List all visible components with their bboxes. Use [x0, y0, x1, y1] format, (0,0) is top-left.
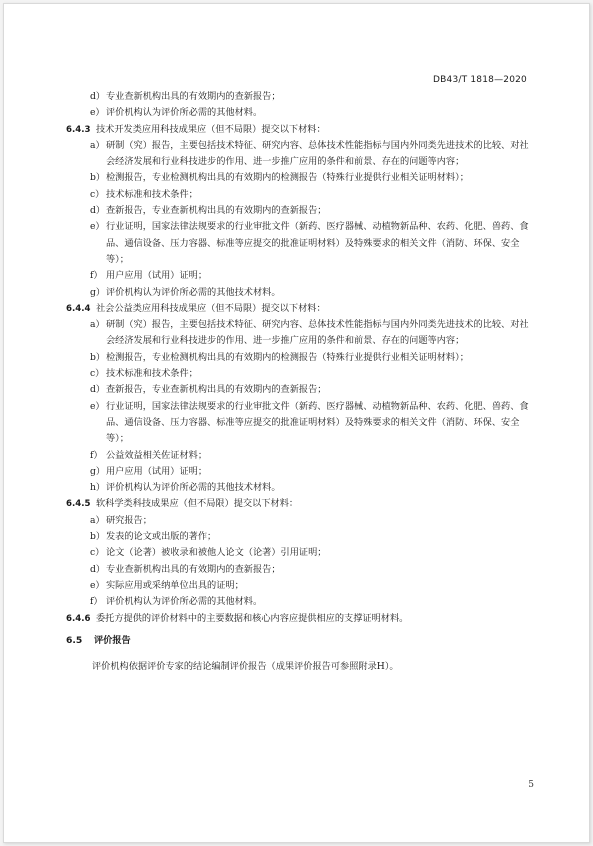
list-item — [4, 105, 589, 121]
list-item-marker: a） — [90, 514, 105, 526]
list-item — [4, 138, 589, 171]
list-item-text: 评价机构认为评价所必需的其他材料。 — [106, 107, 263, 119]
list-item-text: 检测报告，专业检测机构出具的有效期内的检测报告（特殊行业提供行业相关证明材料）； — [106, 351, 469, 363]
list-item — [4, 317, 589, 350]
list-item — [4, 350, 589, 366]
list-item-marker: e） — [90, 221, 105, 233]
list-item-marker: b） — [90, 351, 106, 363]
list-item — [4, 187, 589, 203]
list-item-marker: c） — [90, 547, 105, 559]
paragraph: 评价机构依据评价专家的结论编制评价报告（成果评价报告可参照附录H）。 — [92, 660, 399, 672]
list-item-text: 公益效益相关佐证材料； — [106, 449, 208, 461]
list-item — [4, 170, 589, 186]
clause — [4, 611, 589, 627]
list-item-text: 研究报告； — [106, 514, 152, 526]
clause-number: 6.4.5 — [66, 499, 91, 510]
list-item — [4, 545, 589, 561]
list-item-text: 行业证明，国家法律法规要求的行业审批文件（新药、医疗器械、动植物新品种、农药、化肥、兽药、食品、通信设备、压力容器、标准等应提交的批准证明材料）及特殊要求的相关文件（消防、环保、安全等）； — [106, 400, 529, 445]
list-item-marker: e） — [90, 400, 105, 412]
clause-text: 技术开发类应用科技成果应（但不局限）提交以下材料： — [96, 123, 326, 135]
clause — [4, 122, 589, 138]
list-item-text: 专业查新机构出具的有效期内的查新报告； — [106, 91, 281, 102]
list-item-marker: e） — [90, 107, 105, 119]
section-heading — [4, 633, 589, 649]
list-item — [4, 562, 589, 578]
list-item-text: 行业证明，国家法律法规要求的行业审批文件（新药、医疗器械、动植物新品种、农药、化肥、兽药、食品、通信设备、压力容器、标准等应提交的批准证明材料）及特殊要求的相关文件（消防、环保、安全等）； — [106, 221, 529, 265]
list-item-text: 评价机构认为评价所必需的其他技术材料。 — [106, 286, 281, 298]
clause-text: 社会公益类应用科技成果应（但不局限）提交以下材料： — [96, 302, 326, 314]
list-item-text: 评价机构认为评价所必需的其他材料。 — [106, 596, 263, 608]
document-page — [3, 3, 590, 843]
list-item-marker: h） — [90, 482, 106, 494]
clause-number: 6.4.3 — [66, 124, 91, 135]
document-body — [4, 89, 589, 675]
document-code: DB43/T 1818—2020 — [433, 75, 527, 85]
list-item — [4, 382, 589, 398]
list-item — [4, 529, 589, 545]
list-item-text: 用户应用（试用）证明； — [106, 465, 208, 477]
list-item — [4, 89, 589, 105]
list-item-marker: g） — [90, 286, 106, 298]
list-item — [4, 513, 589, 529]
list-item — [4, 219, 589, 268]
list-item-marker: f） — [90, 449, 103, 461]
list-item-marker: e） — [90, 579, 105, 591]
list-item — [4, 448, 589, 464]
list-item-marker: c） — [90, 188, 105, 200]
section-number: 6.5 — [66, 634, 83, 646]
list-item-text: 研制（究）报告，主要包括技术特征、研究内容、总体技术性能指标与国内外同类先进技术的比较、对社会经济发展和行业科技进步的作用、进一步推广应用的条件和前景、存在的问题等内容； — [106, 319, 529, 347]
list-item-text: 研制（究）报告，主要包括技术特征、研究内容、总体技术性能指标与国内外同类先进技术的比较、对社会经济发展和行业科技进步的作用、进一步推广应用的条件和前景、存在的问题等内容； — [106, 139, 529, 168]
list-item-marker: c） — [90, 368, 105, 380]
list-item-marker: d） — [90, 384, 106, 396]
list-item — [4, 464, 589, 480]
list-item-text: 评价机构认为评价所必需的其他技术材料。 — [106, 482, 281, 494]
list-item-text: 专业查新机构出具的有效期内的查新报告； — [106, 563, 281, 575]
list-item-text: 查新报告，专业查新机构出具的有效期内的查新报告； — [106, 384, 327, 396]
list-item — [4, 594, 589, 610]
list-item-marker: d） — [90, 205, 106, 217]
clause — [4, 301, 589, 317]
section-title: 评价报告 — [94, 634, 131, 646]
list-item-marker: d） — [90, 91, 106, 102]
list-item-text: 实际应用或采纳单位出具的证明； — [106, 579, 244, 591]
clause-text: 委托方提供的评价材料中的主要数据和核心内容应提供相应的支撑证明材料。 — [96, 612, 409, 624]
list-item — [4, 285, 589, 301]
list-item-text: 查新报告，专业查新机构出具的有效期内的查新报告； — [106, 205, 327, 217]
list-item-marker: f） — [90, 596, 103, 608]
list-item-marker: a） — [90, 319, 105, 331]
list-item — [4, 480, 589, 496]
list-item-text: 用户应用（试用）证明； — [106, 270, 208, 282]
list-item-marker: f） — [90, 270, 103, 282]
clause-text: 软科学类科技成果应（但不局限）提交以下材料： — [96, 498, 299, 510]
list-item-text: 论文（论著）被收录和被他人论文（论著）引用证明； — [106, 547, 327, 559]
list-item — [4, 203, 589, 219]
list-item-text: 技术标准和技术条件； — [106, 368, 198, 380]
clause — [4, 496, 589, 512]
page-number: 5 — [528, 780, 534, 790]
list-item — [4, 268, 589, 284]
clause-number: 6.4.6 — [66, 613, 91, 624]
list-item — [4, 366, 589, 382]
list-item-marker: b） — [90, 172, 106, 184]
list-item-marker: g） — [90, 465, 106, 477]
clause-number: 6.4.4 — [66, 303, 91, 314]
list-item-marker: d） — [90, 563, 106, 575]
list-item-text: 发表的论文或出版的著作； — [106, 531, 217, 543]
list-item-text: 技术标准和技术条件； — [106, 188, 198, 200]
list-item-marker: b） — [90, 531, 106, 543]
list-item — [4, 399, 589, 448]
list-item-text: 检测报告，专业检测机构出具的有效期内的检测报告（特殊行业提供行业相关证明材料）； — [106, 172, 469, 184]
list-item-marker: a） — [90, 139, 105, 151]
list-item — [4, 578, 589, 594]
